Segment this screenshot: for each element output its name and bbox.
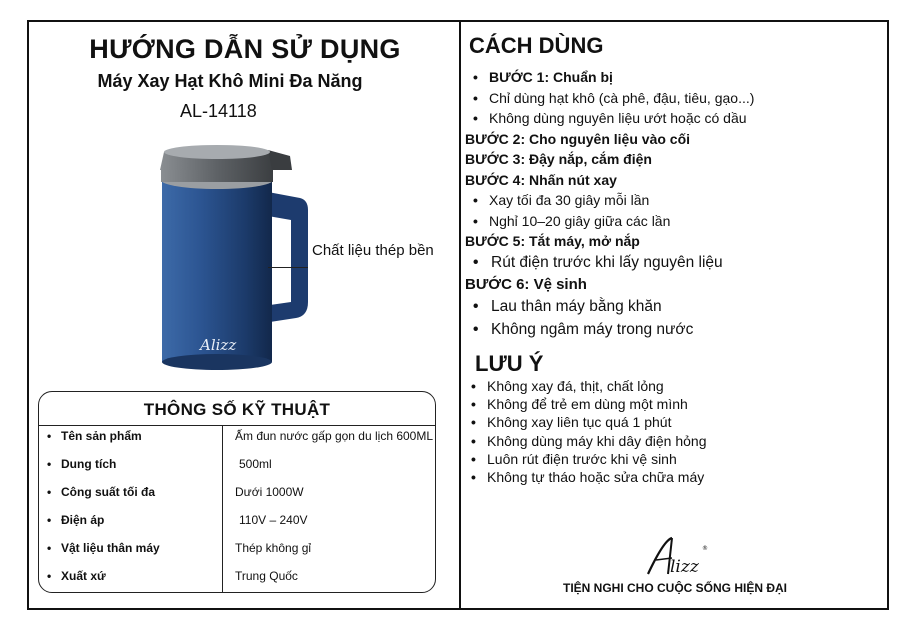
spec-value: Ấm đun nước gấp gọn du lịch 600ML <box>235 429 434 443</box>
spec-row: • Xuất xứ Trung Quốc <box>47 569 298 583</box>
list-item: • Không xay đá, thịt, chất lỏng <box>465 377 885 395</box>
list-item: • Luôn rút điện trước khi vệ sinh <box>465 450 885 468</box>
list-item: • Xay tối đa 30 giây mỗi lần <box>465 190 885 211</box>
usage-heading: CÁCH DÙNG <box>469 33 604 58</box>
spec-table <box>38 391 436 593</box>
spec-value: Trung Quốc <box>235 569 298 583</box>
material-callout: Chất liệu thép bền <box>312 242 434 259</box>
list-item: • Nghỉ 10–20 giây giữa các lần <box>465 211 885 232</box>
brand-logo <box>642 534 712 578</box>
spec-label: Tên sản phẩm <box>61 429 142 443</box>
callout-line <box>268 267 308 268</box>
spec-row: • Điện áp 110V – 240V <box>47 513 308 527</box>
list-item: • Không dùng nguyên liệu ướt hoặc có dầu <box>465 108 885 129</box>
spec-header-separator <box>39 425 435 426</box>
spec-value: 500ml <box>239 457 272 471</box>
spec-value: 110V – 240V <box>239 513 308 527</box>
spec-label: Vật liệu thân máy <box>61 541 160 555</box>
spec-value: Thép không gỉ <box>235 541 312 555</box>
spec-value: Dưới 1000W <box>235 485 304 499</box>
spec-label: Xuất xứ <box>61 569 106 583</box>
notes-heading: LƯU Ý <box>475 351 544 376</box>
product-subtitle: Máy Xay Hạt Khô Mini Đa Năng <box>97 71 363 91</box>
list-item: • Rút điện trước khi lấy nguyên liệu <box>465 252 885 275</box>
list-item: • Chỉ dùng hạt khô (cà phê, đậu, tiêu, gạo...) <box>465 88 885 109</box>
svg-text:®: ® <box>702 545 708 552</box>
list-item: • Không xay liên tục quá 1 phút <box>465 413 885 431</box>
spec-title: THÔNG SỐ KỸ THUẬT <box>143 400 331 419</box>
spec-row: • Vật liệu thân máy Thép không gỉ <box>47 541 312 555</box>
step-6-title: BƯỚC 6: Vệ sinh <box>465 276 587 293</box>
product-image <box>150 140 320 380</box>
list-item: • Không dùng máy khi dây điện hỏng <box>465 432 885 450</box>
spec-label: Điện áp <box>61 513 105 527</box>
spec-label: Dung tích <box>61 457 117 471</box>
column-divider <box>459 20 461 610</box>
svg-text:lizz: lizz <box>670 557 699 577</box>
brand-tagline: TIỆN NGHI CHO CUỘC SỐNG HIỆN ĐẠI <box>562 581 787 595</box>
notes-list <box>465 377 885 486</box>
brand-logo: Alizz <box>200 336 237 354</box>
list-item: • Lau thân máy bằng khăn <box>465 296 885 319</box>
spec-row: • Công suất tối đa Dưới 1000W <box>47 485 304 499</box>
usage-steps <box>465 67 885 341</box>
spec-row: • Tên sản phẩm Ấm đun nước gấp gọn du lịch 600ML <box>47 429 434 443</box>
step-4-title: BƯỚC 4: Nhấn nút xay <box>465 171 617 188</box>
step-2-title: BƯỚC 2: Cho nguyên liệu vào cối <box>465 130 691 147</box>
model-number: AL-14118 <box>180 101 257 121</box>
spec-label: Công suất tối đa <box>61 485 155 499</box>
spec-row: • Dung tích 500ml <box>47 457 272 471</box>
list-item: • Không ngâm máy trong nước <box>465 319 885 342</box>
step-1-title: • BƯỚC 1: Chuẩn bị <box>465 67 885 88</box>
list-item: • Không tự tháo hoặc sửa chữa máy <box>465 468 885 486</box>
document-title: HƯỚNG DẪN SỬ DỤNG <box>89 34 401 64</box>
list-item: • Không để trẻ em dùng một mình <box>465 395 885 413</box>
step-3-title: BƯỚC 3: Đậy nắp, cắm điện <box>465 151 652 167</box>
step-5-title: BƯỚC 5: Tắt máy, mở nắp <box>465 233 640 249</box>
